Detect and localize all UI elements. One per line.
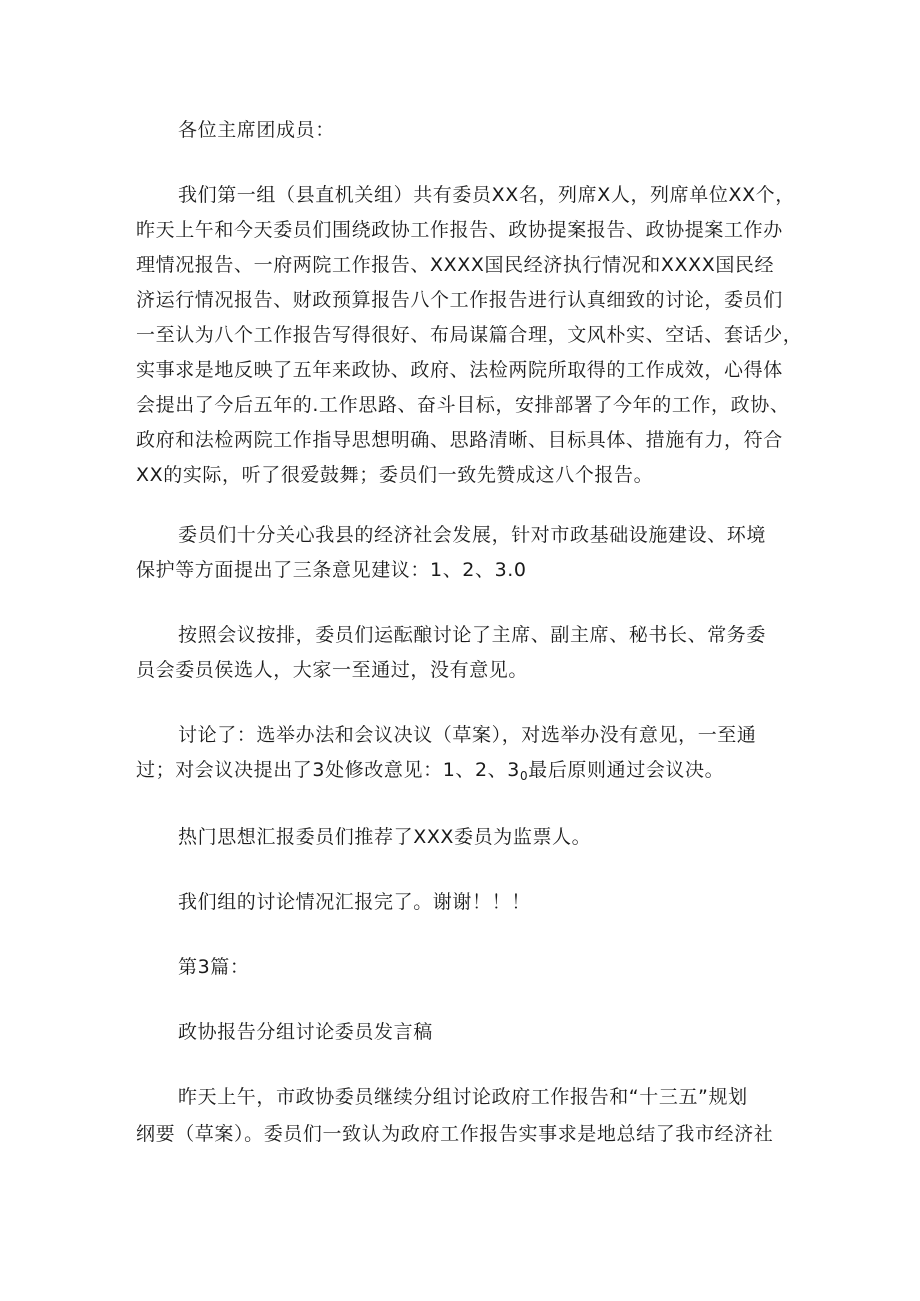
paragraph-line: 员会委员侯选人，大家一至通过，没有意见。 <box>136 659 529 681</box>
paragraph-line: 我们组的讨论情况汇报完了。谢谢！！！ <box>178 891 531 913</box>
paragraph-line: 理情况报告、一府两院工作报告、XXXX国民经济执行情况和XXXX国民经 <box>136 254 775 276</box>
subscript-zero: 0 <box>519 769 529 783</box>
paragraph-line: 保护等方面提出了三条意见建议：1、2、3.0 <box>136 559 527 581</box>
paragraph-line: 昨天上午和今天委员们围绕政协工作报告、政协提案报告、政协提案工作办 <box>136 219 783 241</box>
section-heading: 第3篇： <box>178 956 250 978</box>
paragraph-line: 我们第一组（县直机关组）共有委员XX名，列席X人，列席单位XX个， <box>178 184 795 206</box>
paragraph-line: 讨论了：选举办法和会议决议（草案），对选举办没有意见，一至通 <box>178 724 757 746</box>
paragraph-line: 会提出了今后五年的.工作思路、奋斗目标，安排部署了今年的工作，政协、 <box>136 394 790 416</box>
paragraph-line: 一至认为八个工作报告写得很好、布局谋篇合理，文风朴实、空话、套话少， <box>136 324 803 346</box>
paragraph-line: 昨天上午，市政协委员继续分组讨论政府工作报告和“十三五”规划 <box>178 1086 748 1108</box>
paragraph-line: 纲要（草案）。委员们一致认为政府工作报告实事求是地总结了我市经济社 <box>136 1123 774 1145</box>
section-title: 政协报告分组讨论委员发言稿 <box>178 1021 433 1043</box>
line-text: 过；对会议决提出了3处修改意见：1、2、3 <box>136 759 520 781</box>
paragraph-line <box>136 758 724 788</box>
paragraph-line: XX的实际，听了很爱鼓舞；委员们一致先赞成这八个报告。 <box>136 464 654 486</box>
paragraph-line: 委员们十分关心我县的经济社会发展，针对市政基础设施建设、环境 <box>178 524 767 546</box>
paragraph-line: 实事求是地反映了五年来政协、政府、法检两院所取得的工作成效，心得体 <box>136 359 783 381</box>
salutation: 各位主席团成员： <box>178 119 335 141</box>
line-text: 最后原则通过会议决。 <box>528 759 725 781</box>
paragraph-line: 政府和法检两院工作指导思想明确、思路清晰、目标具体、措施有力，符合 <box>136 429 783 451</box>
paragraph-line: 济运行情况报告、财政预算报告八个工作报告进行认真细致的讨论，委员们 <box>136 289 783 311</box>
paragraph-line: 热门思想汇报委员们推荐了XXX委员为监票人。 <box>178 826 592 848</box>
paragraph-line: 按照会议按排，委员们运酝酿讨论了主席、副主席、秘书长、常务委 <box>178 624 767 646</box>
